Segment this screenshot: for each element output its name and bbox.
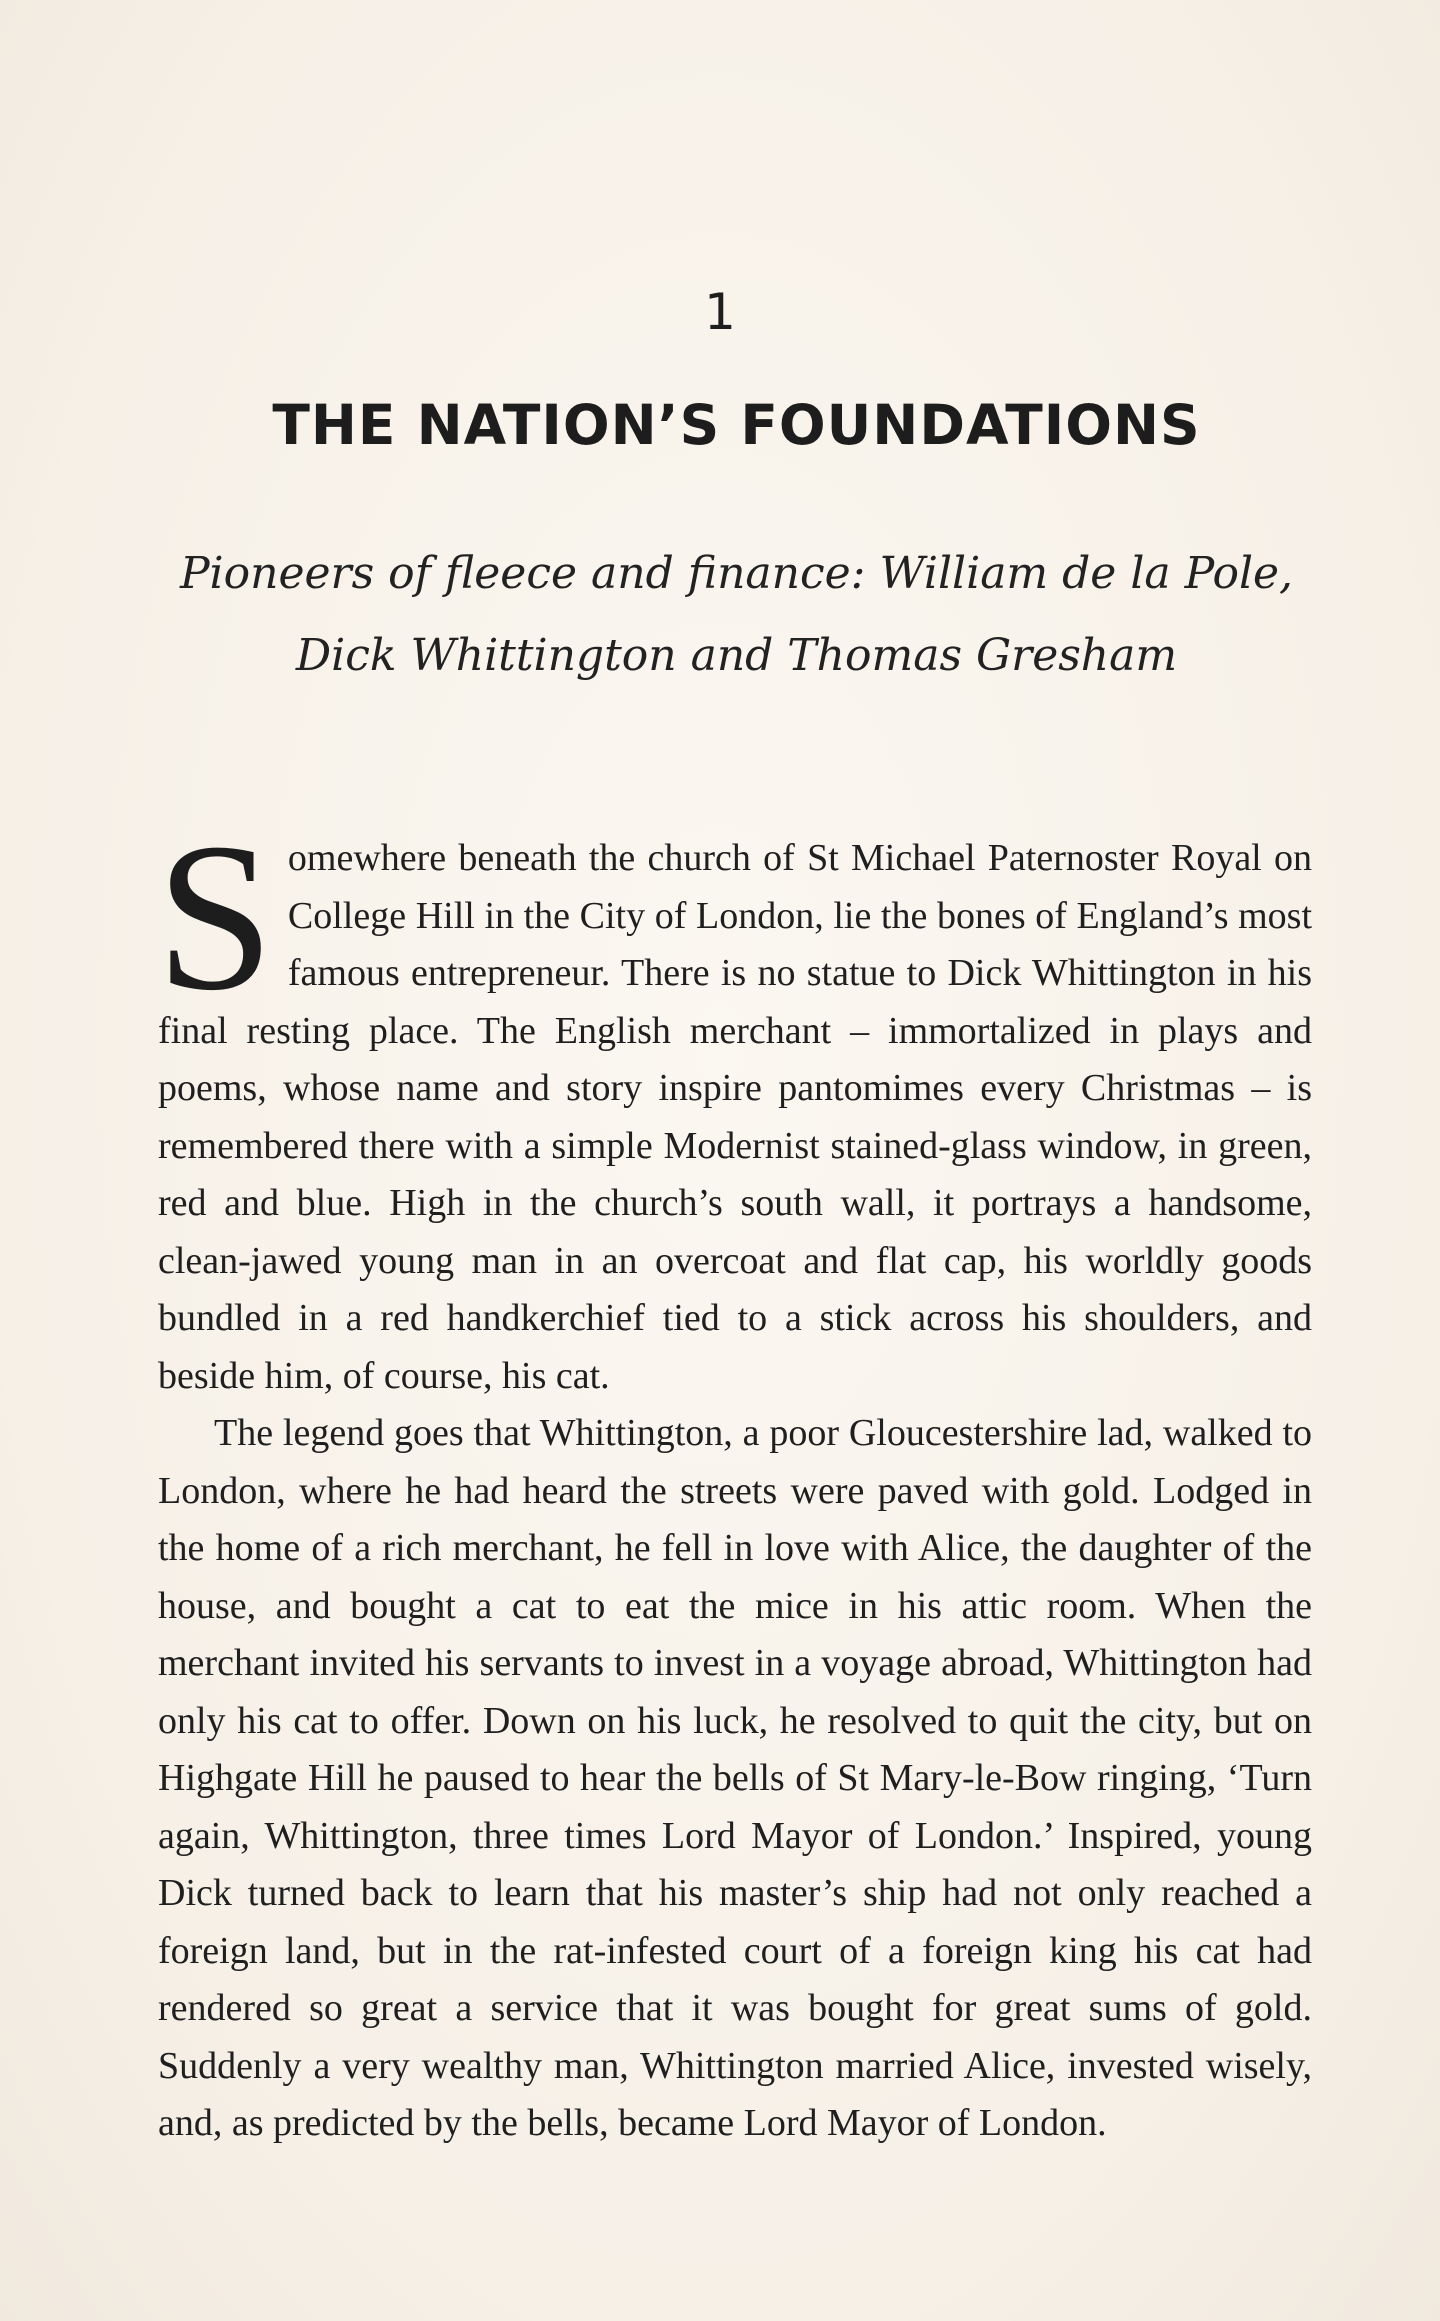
chapter-number: 1: [704, 283, 736, 341]
subtitle-line-2: Dick Whittington and Thomas Gresham: [295, 630, 1178, 681]
chapter-title: THE NATION’S FOUNDATIONS: [272, 393, 1201, 457]
chapter-subtitle: [0, 533, 1440, 697]
paragraph-1-text: omewhere beneath the church of St Michael Paternoster Royal on College Hill in the City of London, lie the bones of England’s most famous entrepreneur. There is no statue to Dick Whittington in his final resting place. The English merchant – immortalized in plays and poems, whose name and story inspire pantomimes every Christmas – is remembered there with a simple Modernist stained-glass window, in green, red and blue. High in the church’s south wall, it portrays a handsome, clean-jawed young man in an overcoat and flat cap, his worldly goods bundled in a red handkerchief tied to a stick across his shoulders, and beside him, of course, his cat.: [158, 837, 1312, 1397]
paragraph-2: The legend goes that Whittington, a poor Gloucestershire lad, walked to London, where he had heard the streets were paved with gold. Lodged in the home of a rich merchant, he fell in love with Alice, the daughter of the house, and bought a cat to eat the mice in his attic room. When the merchant invited his servants to invest in a voyage abroad, Whittington had only his cat to offer. Down on his luck, he resolved to quit the city, but on Highgate Hill he paused to hear the bells of St Mary-le-Bow ringing, ‘Turn again, Whittington, three times Lord Mayor of London.’ Inspired, young Dick turned back to learn that his master’s ship had not only reached a foreign land, but in the rat-infested court of a foreign king his cat had rendered so great a service that it was bought for great sums of gold. Suddenly a very wealthy man, Whittington married Alice, invested wisely, and, as predicted by the bells, became Lord Mayor of London.: [158, 1412, 1312, 2144]
drop-cap: S: [156, 799, 274, 1034]
paragraph-1: [156, 799, 1312, 1405]
subtitle-line-1: Pioneers of fleece and finance: William de la Pole,: [179, 548, 1294, 599]
body-text: [156, 799, 1312, 2153]
